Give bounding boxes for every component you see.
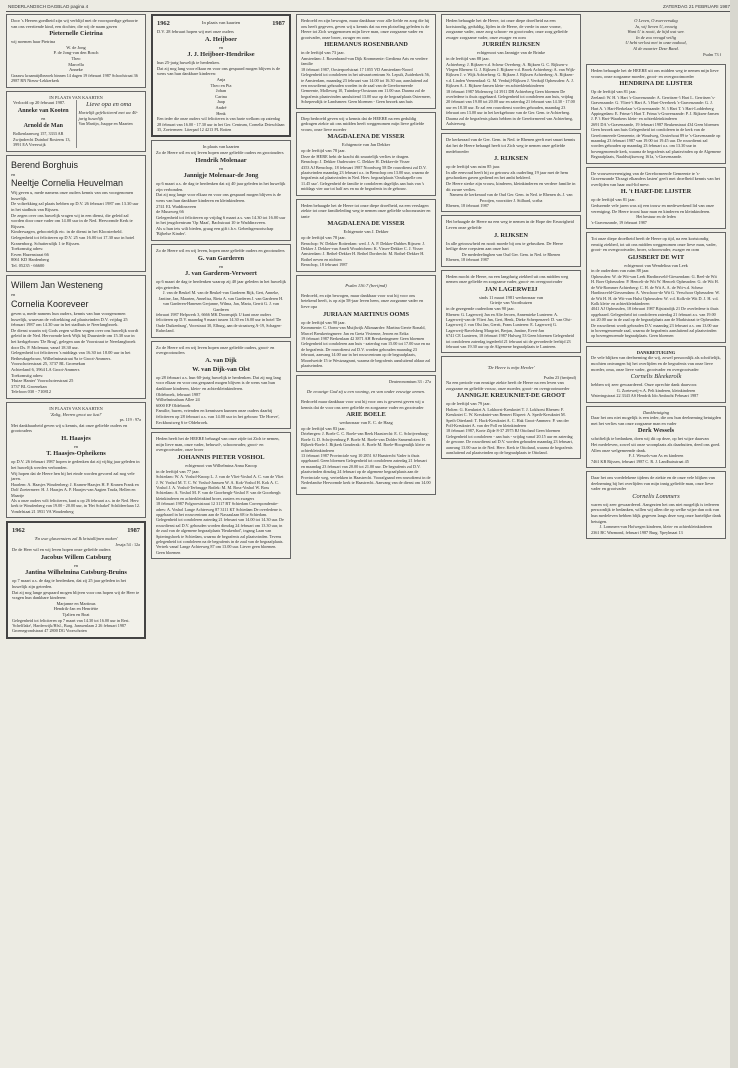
- conjunction: en: [218, 165, 224, 171]
- anniversary-van-dijk: [151, 341, 291, 430]
- announcement-text-2: In alle eenvoud heeft hij zo getrouw als ouderling 19 jaar met de hem geschonken gaven gediend en het ambt bekleed. De Heere sterke zijn vrouw, kinderen, kleinkinderen en verdere familie in dit zware verlies.: [446, 169, 576, 192]
- deceased-age: op de leeftijd van ruim 85 jaar.: [446, 164, 501, 170]
- deceased-subtitle: sinds 11 maart 1981 weduwnaar van Grietje van Voorthuizen: [478, 294, 544, 306]
- announcement-text-2: op 28 februari a.s. hun 60-jarig huwelijk te herdenken. Dat zij nog lang voor elkaar en voor ons gespaard mogen blijven is de wens van hun dankbare kinderen, klein- en achterkleinkinderen. Oldebroek, februari 1987 Wilhelminalaan Allee 24 6000 EP Oldebroek Familie, buren, vrienden en kennissen kunnen onze ouders daarbij feliciteren op 28 februari a.s. van 14.00 uur in het gebouw 'De Hoeve', Eeckhoutweg 6 te Oldebroek.: [156, 374, 281, 425]
- greeting-title: Lieve opa en oma: [86, 101, 132, 109]
- announcement-text-2: op 6 maart a.s. de dag te herdenken dat zij 40 jaar geleden in het huwelijk zijn verbonden. Dat zij nog lange voor elkaar en voor ons gespaard mogen blijven is de wens van hun dankbare kinderen en kleinkinderen. 2741 EL Waddinxveen de Muurweg 66 Gelegenheid tot feliciteren op vrijdag 6 maart a.s. van 14.30 tot 16.00 uur in het jeugdcentrum 'Op Maat', Bachstraat 10 te Waddinxveen. Als u hun iets wilt bieden, graag een gift t.b.v. Gebedsgenootschap 'Bijbelse Kinder'.: [156, 181, 286, 237]
- year-start: 1962: [12, 527, 25, 535]
- couple-name-1: A. van Dijk: [205, 356, 237, 364]
- thanks-title: Dankbetuiging: [642, 409, 670, 415]
- announcement-text: Zo de Heere wil en wij leven hopen onze geliefde ouders en grootouders: [156, 149, 284, 155]
- announcement-footer: Graauw kraamtijdbezoek binnen 14 dagen 19 februari 1987 Schoolstraat 36 2987 RN Nieuw-Lekkerkerk: [11, 72, 138, 84]
- couple-name-1: G. van Garderen: [197, 254, 245, 262]
- deceased-age: op de leeftijd van 78 jaar.: [301, 148, 346, 153]
- conjunction: en: [218, 44, 224, 50]
- signature: J. Lommers-van Hofwegen kinderen, klein- en achterkleinkinderen: [599, 524, 713, 530]
- page-header-right: ZATERDAG 21 FEBRUARI 1987: [662, 4, 730, 9]
- thanks-wessels: [586, 406, 726, 468]
- announcement-footer: Wateringstraat 22 3343 AS Hendrik Ido Ambacht Februari 1987: [591, 393, 699, 399]
- anniversary-catsburg: [6, 521, 146, 639]
- announcement-text-2: In alle getrouwheid en nooit moede bij ons te gebruiken. De Heere heilige deze roepstem aan onze hart: [446, 240, 565, 252]
- family-list: Benschop: W. Dekker Rotterdam: wed. J. A. P. Dekker-Dubbes Rijssen: J. Dekker J. Dekker-van Ameli Woudrichem: K. Visser-Dekker C. J. Visser Amsterdam: J. Bethel-Dekker H. Bethel Dordrecht: M. Bothel-Dekker H. Bothel neven en nichten: [301, 240, 425, 262]
- couple-name-1: Hendrik Molenaar: [195, 156, 247, 164]
- family-list: Zeeland: W. H. 't Hart 's-Gravenzande: A. Gerritsen-'t Hart L. Gerritsen 's-Gravenzande: G. Vliert-'t Hart A. 't Hart-Overbeek 's-Gravenzande: G. J. Hart A. 't Hart-Berkelaar 's-Gravenzande: N. 't Hart T. 't Hart-Lodderberg Appingedam: E. Frima-'t Hart T. Frima 's-Gravenzande: P. J. Rijksen-Jansen J. P. 't Hart-Waarkens klein- en achterkleinkinderen: [591, 94, 719, 122]
- person-name: Derk Wessels: [637, 427, 675, 435]
- announcement-text: Heden behaagde het de Heere tot onze diepe droefheid, na een verslagen ziekte tot onze familieleding weg te nemen onze geliefde schoonzuster en tante: [301, 202, 432, 219]
- year-end: 1987: [127, 527, 140, 535]
- couple-name-1: Anneke van Kooten: [17, 107, 69, 114]
- announcement-footer: 's-Gravenzande, 19 februari 1987: [591, 219, 647, 225]
- announcement-footer: 18 februari 1987, Oosterpoelstraat 17 1055 VD Amsterdam-Noord Gelegenheid tot condoleren in het uitvaartcentrum Sr. Lepult, Zuiderkerk 56, te Amsterdam, maandag 23 februari van 14.00 tot 16.30 uur, aansluitend zal een rouwdienst gehouden worden in de zaal van de Gereformeerde Gemeente, Molleweg 10, Tuindorp-Oostzaan om 11.00 uur. Daarna zal de begrafenis plaatsvinden aansluitend 13.00 uur op de begraafplaats Ostermeer, Schepersdijk te Landsmeer. Geen bloemen - Geen bezoek aan huis: [301, 66, 431, 105]
- announcement-text-2: waren wij zeer gewaardeerd. Aangezien het ons niet mogelijk is iedereen persoonlijk te bedanken, willen wij allen die op welke wijze dan ook van hun medeleven hebben blijk gegeven langs deze weg onze hartelijke dank betuigen.: [591, 501, 723, 524]
- family-list: Rhenen: G. Lagerweij Jan en Alie Jeroen, Annemieke Lunteren: A. Lagerweij-van de Vliert Jan, Gert, Henk, Dieke Scherpenzeel: D. van Olst-Lagerweij J. van Olst Jan, Gerrit, Frans Lunteren: E. Lagerweij G. Lagerweij-Ravelsberg Margriet, Berjan, Jantine, Evert-Jan: [446, 311, 572, 333]
- page-header: [6, 3, 732, 12]
- deceased-name: ARIE BOELE: [346, 411, 386, 419]
- family-list: Amsterdam: J. Rosenbrand-van Dijk Krommenie: Gerdiena Aris en verdere familie: [301, 55, 428, 67]
- deceased-subtitle: echtgenoot van Wendelina van Leek: [624, 262, 688, 268]
- thanks-title: DANKBETUIGING: [636, 349, 676, 355]
- family-list: Holten: G. Kreukniet A. Lokhorst-Kreukniet T. J. Lokhorst Rhenen: F. Kreukniet C. W. Kreukniet-van Remert Elspeet: A. Speth-Kreukniet M. Speth Otterland: T. Hack-Kreukniet A. C. Hak Groot-Ammers: P. van der Poll-Kreukniet A. van der Poll en kleinkinderen: [446, 406, 569, 428]
- couple-name-2: T. Haasjes-Opheikens: [46, 450, 106, 458]
- family-list: Haarlem: A. Haasjes Woudenberg: J. Kranen-Haasjes H. P. Kranen Frank en Dolf Zoetermeer: H. J. Haasjes A. P. Haasjes-van Aagten Truda, Hellen en Maartje: [11, 481, 139, 498]
- deceased-age: op de leeftijd van 81 jaar.: [591, 197, 636, 203]
- couple-name-2: Jantina Wilhelmina Catsburg-Bruins: [25, 569, 127, 577]
- announcement-text-2: Gedurende vele jaren was zij een trouw en medewerkend lid van onze vereniging. De Heere troost haar man en kinderen en kleinkinderen.: [591, 203, 716, 214]
- couple-name-2: Neeltje Cornelia Heuvelman: [11, 178, 124, 189]
- conjunction: en: [11, 171, 16, 177]
- family-list: Achterberg: J. Rijksen-v.d. Scheur Overberg: A. Rijksen G. C. Rijksen-v. Vlegen Rhenen: G. J. Rijksen J. Rijksen-v.d. Broek Achterberg: A. van Wijk-Rijksen J. v. Wijk Achterberg: G. Rijksen J. Rijksen Achterberg: A. Rijksen-v.d. Linden Veenendaal: G. M. Verduijl-Rijksen J. Verduijl Opheusden: A. J. Rijksen A. J. Rijksen-Jansen klein- en achterkleinkinderen: [446, 61, 576, 89]
- announcement-text: Na een periode van ernstige ziekte heeft de Heere na een leven van zorgzame en geliefde vrouw, onze moeder, groot- en overgrootmoeder: [446, 380, 570, 391]
- announcement-text: Bedroefd en zijn bewogen, maar dankbaar voor alle liefde en zorg die hij ons heeft gegeven, geven wij u kennis dat na een plotseling geleden is de Heere tot Zich weggenomen mijn lieve man, onze zorgzame vader en grootvader, onze broer, zwager en oom: [301, 18, 431, 40]
- signature: G. Zoeteweij-v.A. Pelt kinderen, kleinkinderen: [616, 387, 696, 393]
- announcement-footer: 2361 BC Warmond, februari 1987 Burg. Ypeylmaat 13: [591, 529, 683, 535]
- couple-name-2: J. van Garderen-Verwoert: [185, 270, 257, 278]
- child-name: Pieternelle Cietrina: [49, 30, 103, 38]
- deceased-name: JURRIËN RIJKSEN: [482, 41, 540, 49]
- deceased-name: HERMANUS ROSENBRAND: [324, 41, 408, 49]
- obituary-de-visser-family: [296, 199, 436, 272]
- quote-reference: Deuteronomium 33 : 27a: [389, 379, 431, 385]
- announcement-footer: Rhenen, 18 februari 1987: [446, 257, 489, 263]
- conjunction: en: [11, 292, 16, 298]
- announcement-text: Diep bedroefd geven wij u kennis dat de HEERE na een geduldig gedragen ziekte uit ons midden heeft weggenomen mijn lieve geliefde vrouw, onze lieve moeder: [301, 115, 426, 132]
- person-name: Cornelis Bleekerolk: [630, 373, 682, 381]
- announcement-text: Zo de Heere wil en wij leven, hopen onze geliefde ouders en grootouders: [156, 248, 285, 254]
- announcement-text: De de Heer wil en wij leven hopen onze geliefde ouders: [12, 547, 111, 553]
- announcement-text: Heden mocht de Heere, na een langdurig ziekbed uit ons midden weg nemen onze geliefde en zorgzame vader, groot- en overgrootvader: [446, 273, 570, 285]
- children-list: Anja Theo en Pia Johan Carina Jaap André Henk: [210, 76, 232, 116]
- column-3: [296, 14, 436, 1062]
- obituary-de-visser: [296, 112, 436, 196]
- page-header-left: NEDERLANDSCH DAGBLAD pagina 4: [8, 4, 89, 9]
- announcement-text-2: schriftelijk te bedanken, doen wij dit op deze, op het wijze daarvan Het medeleven, zowel uit onze woonplaats als daarbuiten, deed ons goed. Allen onze welgemeende dank.: [591, 436, 721, 453]
- announcement-text: Heden behaagde het de HEERE uit ons midden weg te nemen mijn lieve vrouw, onze zorgzame moeder, groot- en overgrootmoeder: [591, 67, 720, 79]
- wedding-announcement-westeneng: [6, 275, 146, 399]
- couple-name-2: Arnold de Man: [23, 123, 63, 130]
- announcement-footer: 6741 CE Lunteren, 18 februari 1987 Hulweg 53 Geen bloemen Gelegenheid tot condoleren zaterdag ingedeeld 21 februari uit de gevorderde leeftijd 23 februari van 19.30 uur op de Algemene begraafplaats te Lunteren.: [446, 333, 575, 349]
- announcement-footer: februari 1987 Helpwerk 3, 6666 MK Doornspijk U kunt onze ouders feliciteren op D.V. maandag 9 maart tussen 14.30 en 16.00 uur in hotel 'De Oude Duikenburg', Voorstraat 30, Elburg, aan de straatweg A-19, Schagen-Ruhrcland.: [156, 312, 282, 334]
- deceased-name: MAGDALENA DE VISSER: [327, 133, 405, 141]
- family-list: Benschop: J. Dekker Oudewater: C. Dekker H. Dekker-de Visser: [301, 159, 410, 165]
- announcement-text: Wij geven u, mede namens onze ouders kennis van ons voorgenomen huwelijk. De voltrekking zal plaats hebben op D.V. 26 februari 1987 om 13.30 uur in het stadhuis van Rijssen. De zegen over ons huwelijk vragen wij in een dienst, die geleid zal worden door onze vader om 14.00 uur in de Ned. Hervormde Kerk te Rijssen. Kinderwagen, geboortelijk etc. in de dienst in het Kloosterbeld. Gelegenheid tot feliciteren op D.V. 25 van 16.00 tot 17.30 uur in hotel Kranenborg. Schuttersdijk 1 te Rijssen. Toekomstig adres: Erven Hazenstraat 66 8061 KD Hardenberg Tel. 05235 - 66600: [11, 190, 139, 268]
- children-list: Marjanne en Martinus Hendrik-Jan en Henriëtte Tjalien en Boat: [53, 600, 99, 617]
- announcement-footer: 13 februari 1987 Provinciale weg 10 2851 SJ Haastrecht Vader is thuis opgebaard. Geen bloemen Gelegenheid tot condoleren zaterdag 21 februari en maandag 23 februari van 20.00 tot 21.00 uur. De begrafenis zal D.V. plaatsvinden dinsdag 24 februari op de algemene begraafplaats aan de Provinciale weg, vertrekken in Haastrecht. Voorafgaand een rouwdienst in de Nederlandse Hervormde kerk te Haastrecht. Aanvang van de dienst om 14.00 uur.: [301, 453, 431, 491]
- couple-name-1: Berend Borghuis: [11, 159, 79, 170]
- obituary-de-lijster: [586, 64, 726, 164]
- couple-name-2: J. J. Heijboer-Hendrikse: [187, 51, 255, 59]
- deceased-name: JOHANNIS PIETER VOSHOL: [177, 454, 265, 461]
- announcement-footer: 2691 DA 's-Gravenzande, 19 februari 1987 Beukenstraat 434 Geen bloemen Geen bezoek aan huis Gelegenheid tot condoleren in de kerk van de Gereformeerde Gemeente, de Woudweg, Oosterhout 89 te 's-Gravenzande op maandag 23 februari 1987 van 19.00 tot 19.45 uur. De rouwdienst zal worden gehouden op maandag 23 februari a.s. om 13.30 uur in bovengenoemde kerk, waarna de begrafenis zal plaatsvinden op de Algemene Begraafplaats, Naaldwijkseweg 161a, 's-Gravenzande.: [591, 121, 721, 160]
- obituary-kreukniet: [441, 356, 581, 459]
- signature: F. J. Wessels-van As en kinderen: [628, 453, 684, 459]
- quote: 'De Heere is mijn Herder': [487, 365, 535, 370]
- quote-reference: Psalm 23 (berijmd): [543, 374, 576, 380]
- deceased-age: op de leeftijd van 90 jaar.: [301, 319, 346, 325]
- quote: 'Zalig, Heeren groot uw lust!': [50, 411, 102, 417]
- notice-header: IN PLAATS VAN KAARTEN: [49, 94, 103, 100]
- announcement-footer: 18 februari 1987, Korte Zijde 8-37 2975 BJ Ottoland Geen bloemen Gelegenheid tot condoleren - aan huis - vrijdag vanaf 20.15 uur en zaterdag de gewone. De rouwdienst zal D.V. worden gehouden maandag 23 februari, aanvang 13.00 uur in de Ned. Herv. Kerk te Ottoland, waarna de begrafenis aansluitend zal plaatsvinden op de begraafplaats te Ottoland.: [446, 428, 573, 456]
- deceased-name: JURIAAN MARTINUS OOMS: [322, 310, 410, 318]
- announcement-footer: 18 februari 1987 Polgroeststraat 12 3117 BT Schiedam Correspondentie-adres: A. Voshol Lange Achterweg 87 3111 KT Schiedam De overledene is opgebaard in het rouwcentrum aan de Nassaulaan 68 te Schiedam. Gelegenheid tot condoleren zaterdag 21 februari van 14.00 tot 14.30 uur. De rouwdienst zal D.V. gehouden worden dinsdag 24 februari om 13.30 uur, in de zaal van de algemene begraafplaats 'Beukenhof', ingang Laan van Spieringshoek te Schiedam, waarna de begrafenis zal plaatsvinden. Tevens gelegenheid tot condoleren na de begrafenis in de zaal van de begraafplaats. Vertrek vanaf Lange Achterweg 87 om 13.00 uur. Liever geen bloemen. Geen bloemen: [156, 501, 284, 555]
- announcement-text: geven u, mede namens hun ouders, kennis van hun voorgenomen huwelijk, waarvan de voltrekking zal plaatsvinden D.V. vrijdag 25 februari 1987 om 14.30 uur in het stadhuis te Neerlangbroek. De dienst waarin wij Gods zegen willen vragen over ons huwelijk wordt geleid in de Ned. Hervormde kerk Wijk bij Duurstede om 15.30 uur in het kerkgebouw 'De Brug', gelegen aan de Voorstraat te Neerlangbroek door Ds. P. Molenaar, vanaf 18.30 uur. Gelegenheid tot feliciteren 's middags van 16.30 tot 18.00 uur in het Bethesdagebouw, Wilhelminastraat 9a te Groot-Ammers. Voorschoterstraat 25, 3737 BL Groenekan Achterland 6, 3964 LA Groot-Ammers Toekomstig adres: 'Huize Hanter' Voorschoterstraat 25 3737 BL Groenekan Telefoon 030 - 710812: [11, 311, 139, 395]
- deceased-age: in de gezegende ouderdom van 90 jaar.: [446, 305, 515, 311]
- deceased-name: H. 't HART-DE LIJSTER: [620, 188, 692, 196]
- announcement-text: Zo de Heere wil en wij leven hopen onze geliefde ouders, groot- en overgrootouders: [156, 344, 276, 356]
- announcement-text: Door 's Heeren goedheid zijn wij verblijd met de voorspoedige geboorte van ons veertiende kind, een dochter, die wij de naam gaven: [11, 18, 139, 29]
- deceased-age: in de leeftijd van 73 jaar.: [301, 50, 345, 56]
- announcement-footer: Als u onze ouders wilt feliciteren, kunt u op 26 februari a.s. in de Ned. Herv. kerk te Woudenberg van 19.00 - 20.00 uur, in 'Het Schakel' Schildeerlaan 12. Vondelstaat 21 3931 VA Woudenberg: [11, 497, 141, 514]
- thanks-bleekerolk: [586, 346, 726, 403]
- deceased-name: J. RIJKSEN: [493, 155, 529, 163]
- announcement-text-2: op 6 maart de dag te herdenken waarop zij 40 jaar geleden in het huwelijk zijn getreden.: [156, 279, 288, 290]
- announcement-text-2: op 7 maart a.s. de dag te herdenken, dat zij 25 jaar geleden in het huwelijk zijn getreden. Dat zij nog lange gespaard mogen blijven voor ons hopen wij de Heer te vragen hun dankbare kinderen:: [12, 578, 140, 601]
- greeting-text: Hartelijk gefeliciteerd met uw 40-jarig huwelijk: [78, 110, 138, 121]
- wedding-announcement-borghuis: [6, 155, 146, 273]
- anniversary-molenaar: [151, 140, 291, 241]
- announcement-text: Bedroefd, en zijn bewogen, maar dankbaar voor wat hij voor ons betekend heeft, is op zijn 58-jaar leven heen, onze zorgzame vader en lieve opa: [301, 292, 425, 309]
- column-4: [441, 14, 581, 1062]
- announcement-text-2: op D.V. 26 februari 1987 hopen te gedenken dat zij vijftig jaar geleden in het huwelijk werden verbonden. Wij hopen dat de Heere hen bij het einde worden gevoerd zal nog vele jaren.: [11, 459, 140, 482]
- deceased-age: op de leeftijd van 79 jaar.: [446, 401, 491, 407]
- announcement-text: Daar het ons voedelekene tijdens de ziekte en de onze vele blijken van deelneming bij het overlijden van mijn innig geliefde man, onze lieve vader en grootvader: [591, 475, 716, 492]
- obituary-rijksen-members: [441, 215, 581, 266]
- year-end: 1987: [272, 20, 285, 27]
- announcement-text: Het behaagde de Heere na een weg te nemen in de Hope der Eeuwigheid Leven onze geliefde: [446, 219, 575, 230]
- signature: Namens de kerkeraad van de Oud Ger. Gem. in Ned. te Rhenen ds. J. van Prooijen, voorzitter J. Stilhard, scriba: [449, 192, 573, 203]
- column-1: [6, 14, 146, 1062]
- couple-name-1: A. Heijboer: [205, 35, 237, 43]
- birth-announcement: [6, 14, 146, 88]
- obituary-rijksen-church: [441, 133, 581, 212]
- deceased-name: HENDRINA DE LIJSTER: [619, 80, 693, 88]
- page-edge: [730, 0, 738, 1068]
- anniversary-heijboer: [151, 14, 291, 137]
- engagement-announcement: [6, 91, 146, 152]
- quote-reference: Jesaja 54 : 12a: [115, 541, 140, 547]
- deceased-subtitle: weduwnaar van E. C. de Haag: [339, 420, 393, 426]
- deceased-name: GIJSBERT DE WIT: [627, 253, 685, 261]
- anniversary-haasjes: [6, 402, 146, 518]
- family-list: Schiedam: W. A. Voshol-Knoop L. J. van de Vliet-Voshol A. C. van de Vliet J. W. Voshol M. T. C. W. Voshol-Janssen W. A. Kok-Voshol H. Kok A. C. Voshol J. A. Voshol-Terbrugge Botlek: M. M. Boss-Voshol W. Boss Schiedam: A. Voshol M. F. van de Goorbergh-Voshol F. van de Goorbergh kleinkinderen en achterkleinkind broer, zusters en zwagers: [156, 474, 284, 501]
- announcement-footer: Gelegenheid tot feliciteren op 7 maart van 14.30 tot 16.00 uur in Rest. 'Schelflake', Harderwijk/Hfsl., Burg. Janssenlaan 2 26 februari 1987 Groenegrondstraat 47 2800 DG Voorschoten: [12, 617, 130, 634]
- obituary-lagerweij: [441, 270, 581, 354]
- notice-header: In plaats van kaarten: [201, 20, 241, 25]
- obituary-rijksen: [441, 14, 581, 130]
- announcement-text-2: hun 25-jarig huwelijk te herdenken. Dat zij nog lang voor elkaar en voor ons gespaard mogen blijven is de wens van hun dankbare kinderen:: [157, 60, 281, 77]
- deceased-age: in de leeftijd van 77 jaar.: [156, 468, 200, 474]
- notice-header: IN PLAATS VAN KAARTEN: [49, 405, 103, 411]
- deceased-name: JAN LAGERWEIJ: [484, 285, 538, 293]
- thanks-lommers: [586, 471, 726, 539]
- conjunction: en: [218, 263, 224, 269]
- obituary-hart-de-lijster: [586, 167, 726, 229]
- column-5: [586, 14, 726, 1062]
- couple-name-2: Cornelia Kooreveer: [11, 299, 89, 310]
- announcement-text: Heden heeft het de HEERE behaagd van onze zijde tot Zich te nemen, mijn lieve man, onze vader, behuwd-, schoonvader, groot- en overgrootvader, onze broer: [156, 436, 281, 453]
- deceased-age: op de leeftijd van 83 jaar.: [301, 425, 346, 431]
- column-2: [151, 14, 291, 1062]
- announcement-footer: 7461 KB Rijssen, februari 1987 C. R. J. Landhuisstraat 45: [591, 458, 689, 464]
- family-list: Driebergen: J. Boele C. C. Boele-van Beek Haastrecht: E. C. Schrijvenburg-Boele G. D. Schrijvenburg P. Boele M. Boele-van Dolder Samensloten: H. Bijkerk-Boele J. Bijkerk Gouderak: A. Boele M. Boele-Hoogendijk klein- en achterkleinkinderen: [301, 431, 431, 453]
- poem-reference: Psalm 73 f: [703, 51, 721, 57]
- family-list: Krommenie: C. Ooms-van Muijlwijk Alkmaarder: Martina Gerrie Ronald, Marcel Breukeringmeer: Jan en Greta Vivienne, Jeroen en Erika: [301, 325, 426, 336]
- addresses: Bolkenlaanweg 157, 3333 AR Zwijndrecht Duinhof Rosierns 13, 3991 EA Vreeswijk: [13, 131, 71, 148]
- announcement-text: D.V. 28 februari hopen wij met onze ouders: [157, 29, 234, 34]
- deceased-subtitle: echtgenoot van Jannigje van de Brinke: [476, 50, 546, 56]
- year-start: 1962: [157, 20, 170, 27]
- deceased-age: op de leeftijd van 78 jaar.: [301, 235, 346, 240]
- announcement-text: Tot onze diepe droefheid heeft de Heere op tijd, na een kortstondig ernstig ziekbed, tot uit ons midden weggenomen onze lieve man, vader, groot- en overgrootvader, broer, schoonvader, zwager en oom: [591, 236, 718, 253]
- deceased-age: in de leeftijd van 88 jaar.: [446, 55, 490, 61]
- announcement-text: Bedroefd maar dankbaar voor wat hij voor ons is geweest geven wij u kennis dat de voor ons zeer geliefde en zorgzame vader en grootvader: [301, 399, 426, 410]
- announcement-footer: 19 februari 1987 Berkenlaan 42 3871 AH Breukeringmeer Geen bloemen Gelegenheid tot condoleren aan huis - zaterdag van 15.00 tot 17.00 uur en na de begrafenis. De rouwdienst zal D.V. worden gehouden maandag 23 februari, aanvang 14.00 uur in het rouwcentrum op de begraafplaats, Moordweide 15 te Westzaagrant, waarna de begrafenis aansluitend aldaar zal plaatsvinden.: [301, 336, 431, 369]
- conjunction: en: [73, 443, 79, 449]
- announcement-footer: 4041 AJ Opheusden, 18 februari 1987 Bijstatsdijk 21 De overledene is thuis opgebaard. Gelegenheid tot condoleren zaterdag 21 februari a.s. van 19.00 tot 20.00 uur in de zaal op de begraafplaats aan de Marktstraat te Opheusden. De rouwdienst wordt gehouden D.V. maandag 23 februari a.s. om 13.00 uur in bovengenoemde zaal, waarna de begrafenis aansluitend zal plaatsvinden op bovengenoemde begraafplaats. Geen bloemen: [591, 306, 721, 339]
- deceased-age: Op de leeftijd van 81 jaar.: [591, 89, 637, 95]
- couple-name-2: Jannigje Molenaar-de Jong: [183, 172, 259, 180]
- announcement-text: De vrouwenvereniging van de Gereformeerde Gemeente te 's-Gravenzande 'Draagt elkanders lasten' geeft met droefheid kennis van het overlijden van haar oud-lid mevr.: [591, 170, 722, 187]
- announcement-footer: Een ieder die onze ouders wil feliciteren is van harte welkom op zaterdag 28 februari van 16.00 - 17.30 uur in het Ger. Centrum, Cornelia Drieschlaan 35, Zoetermeer. Literpad 12 4213 PL Rotten: [157, 116, 285, 132]
- deceased-subtitle: echtgenoot van Wilhelmina Anna Knoop: [185, 463, 257, 468]
- announcement-text: Met dankbaarheid geven wij u kennis, dat onze geliefde ouders en grootouders: [11, 422, 129, 434]
- couple-name-1: H. Haasjes: [61, 434, 91, 442]
- announcement-subtext: wij noemen haar Pietrina: [11, 39, 56, 45]
- poem-text: O Leven, O zwerversdag Ja, wij lieven U, eeuwig Want U is nooit, de hijd wat wer. In de zoo vreugd veilig U hebt verlost mei in onze nadood, Al de maarter Deze Band.: [625, 18, 687, 51]
- announcement-text: De vele blijken van deelneming die wij, zowel persoonlijk als schriftelijk, mochten ontvangen bij het overlijden en de begrafenis van onze lieve moeder, oma, onze lieve vader, grootvader en overgrootvader: [591, 355, 722, 372]
- announcement-text: De kerkeraad van de Ger. Gem. in Ned. te Rhenen geeft met smart kennis dat het de Heere behaagd heeft tot Zich weg te nemen onze geliefde medebroeder: [446, 137, 577, 154]
- deceased-name: JANNIGJE KREUKNIET-DE GROOT: [456, 392, 566, 400]
- quote: 'En uwe glasvensters zal Ik kristallijnen maken': [34, 536, 118, 542]
- announcement-footer: Benschop, 18 februari 1987: [301, 262, 348, 268]
- deceased-subtitle: Echtgenote van Jan Dekker: [341, 142, 391, 148]
- deceased-name: J. RIJKSEN: [493, 231, 529, 239]
- couple-name-1: Willem Jan Westeneng: [11, 280, 103, 291]
- announcement-footer: 4353 AJ Benschop, 18 februari 1987 Noordweg 58 De rouwdienst zal D.V. plaatsvinden maandag 23 februari a.s. in Benschop om 13.00 uur, waarna de begrafenis zal plaatsvinden in Ned. Herv. begraafplaats 'Oostkapelle om 11.45 uur'. Gelegenheid de familie te condoleren dagelijks aan huis van 's middags vier uur tot half zes en na de begrafenis in de gebouw.: [301, 164, 429, 192]
- person-name: Cornelis Lommers: [632, 492, 680, 500]
- announcement-text-2: Deze de HERE hebt de kracht dit smartelijk verlies te dragen.: [301, 153, 410, 159]
- obituary-voshol: [151, 432, 291, 559]
- quote: De eeuwige God zij u een woning, en van onder eeuwige armen.: [306, 389, 426, 395]
- anniversary-van-garderen: [151, 244, 291, 338]
- announcement-footer: 18 februari 1987 Molenweg 14 3911 DB Achterberg Geen bloemen De overledene is thuis opgebaard. Gelegenheid tot condoleren aan huis, vrijdag 20 februari van 19.00 tot 20.00 uur en zaterdag 21 februari van 14.30 - 17.00 uur en 18.30 uur. Er zal een rouwdienst worden gehouden, maandag 23 februari om 13.00 uur in het kerkgebouw van de Ger. Gem. te Achterberg. Daarna zal de begrafenis plaats hebben in de Gereformeerd van Achterberg, Aalsterweg.: [446, 88, 575, 127]
- conjunction: en: [73, 562, 79, 568]
- announcement-footer: Rhenen, 18 februari 1987: [446, 203, 489, 208]
- obituary-boele: [296, 375, 436, 494]
- quote-reference: ps. 119 : 97a: [119, 417, 141, 423]
- engagement-date: Verloofd op 20 februari 1987.: [13, 100, 66, 106]
- obituary-ooms: [296, 275, 436, 373]
- family-list: W. de Jong P. de Jong-van den Bosch Theo Marcella Anneke: [53, 44, 99, 73]
- deceased-age: in de ouderdom van ruim 88 jaar.: [591, 268, 650, 274]
- obituary-rosenbrand: [296, 14, 436, 109]
- family-list: J. van de Beukel M. van de Beukel-van Garderen Rijk, Gert, Anneke, Jantine, Jan, Maarten, Annelisa, Rieta A. van Garderen J. van Garderen H. van Garderen-Hanesen Gerjanne, Wilma, Jan, Maria, Gerrit G. J. van Garderen: [158, 290, 284, 312]
- conjunction: en: [41, 115, 46, 121]
- announcement-text: Heden behaagde het de Heere, tot onze diepe droefheid na een kortstondig, geduldig, lijden in de Heere, de vrede in onze vrome, zorgzame vader, onze zorg schoon- en grootvader, onze zorg geliefde zwager zorgzame vader, onze zwager en oom: [446, 18, 569, 40]
- couple-name-2: W. van Dijk-van Olst: [192, 365, 250, 373]
- deceased-subtitle: Echtgenote van J. Dekker: [343, 229, 389, 235]
- poem-block: [586, 14, 726, 61]
- announcement-text: Daar het ons niet mogelijk is een ieder, die ons hun deelneming betuigden met het verlies van onze zorgzame man en vader: [591, 415, 723, 426]
- signature: De mededeelinghen van Oud Ger. Gem. in Ned. te Rhenen: [461, 251, 561, 257]
- deceased-name: MAGDALENA DE VISSER: [327, 220, 405, 228]
- obituary-de-wit: [586, 232, 726, 343]
- greeting-signature: Van Martijn, Juuppe en Maarten: [78, 121, 133, 127]
- family-list: Opheusden: W. de Wit-van Leek Hardinxveld-Giessendam: G. Reel-de Wit H. Boer Opheusden: P. Hencelt-de Wit W. Hencelt Opheusden: G. de Wit H. de Wit-Rommer Achterberg: C. H. de Wit A. A. de Wit-v.d. Scheur Hardinxveld-Giessendam: A. Verschoor-de Wit G. Verschoor Opheusden: W. de Wit H. H. de Wit-van Hulst Opheusden: W. v.d. Kolk-de Wit D. J. H. v.d. Kolk klein- en achterkleinkinderen: [591, 273, 720, 306]
- signature: Het bestuur en de leden: [636, 214, 676, 220]
- announcement-text-2: hebben wij zeer gewaardeerd. Onze oprechte dank daarvoor.: [591, 382, 698, 388]
- notice-header: In plaats van kaarten: [202, 144, 240, 150]
- psalm-reference: Psalm 116:7 (berijmd): [345, 283, 387, 289]
- couple-name-1: Jacobus Willem Catsburg: [40, 553, 112, 561]
